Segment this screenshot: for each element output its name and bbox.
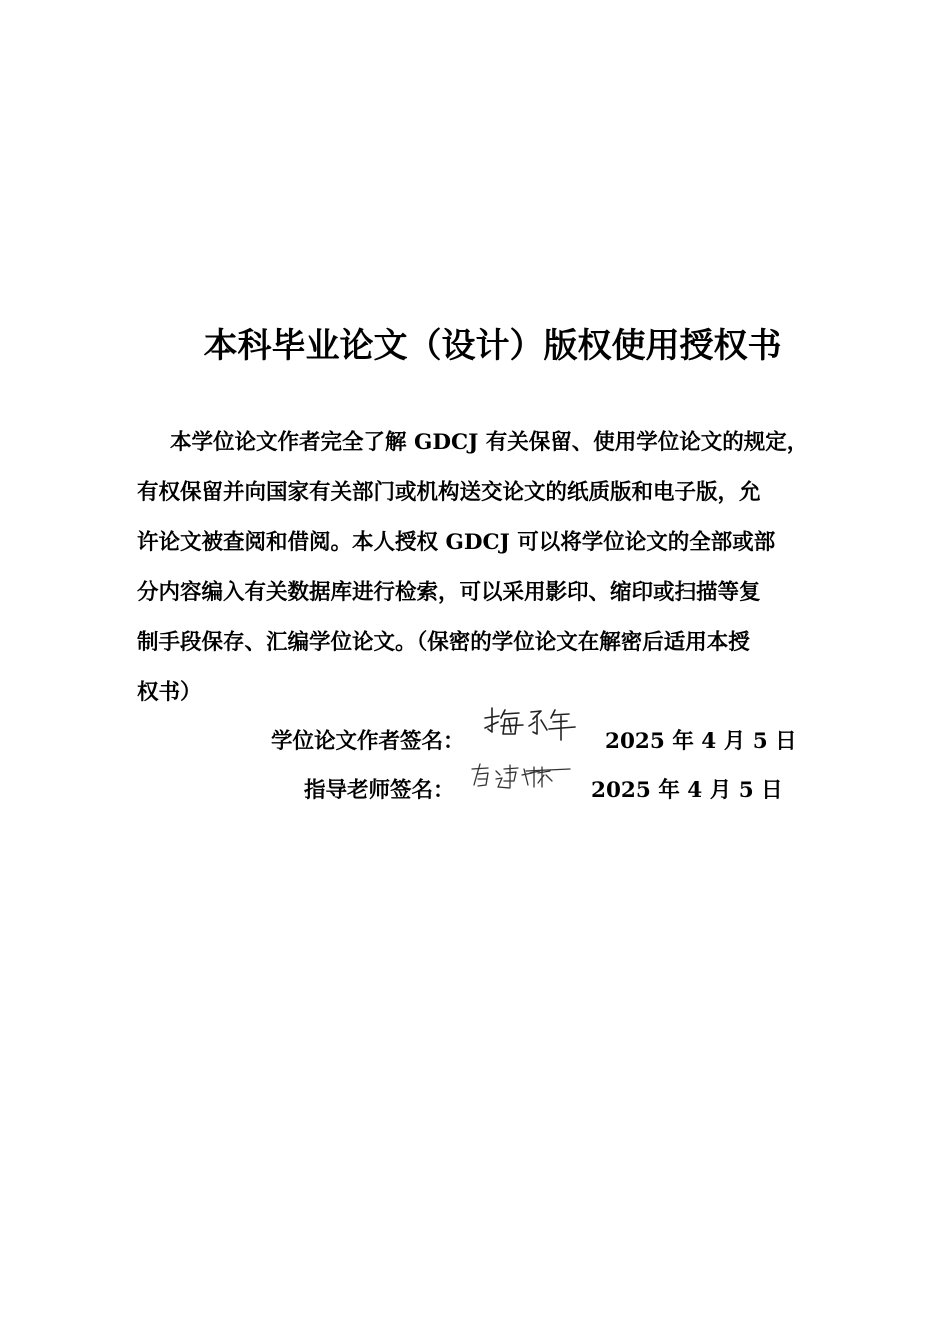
- paragraph-line: 分内容编入有关数据库进行检索，可以采用影印、缩印或扫描等复: [137, 580, 761, 605]
- paragraph-line: 制手段保存、汇编学位论文。（保密的学位论文在解密后适用本授: [137, 630, 750, 655]
- advisor-handwritten-signature: [466, 761, 576, 795]
- paragraph-line: 权书）: [137, 680, 202, 705]
- document-title: 本科毕业论文（设计）版权使用授权书: [203, 326, 782, 366]
- advisor-signature-label: 指导老师签名：: [304, 778, 455, 803]
- author-signature-label: 学位论文作者签名：: [271, 729, 465, 754]
- authorization-paragraph: [137, 418, 842, 718]
- paragraph-line: 有权保留并向国家有关部门或机构送交论文的纸质版和电子版，允: [137, 480, 761, 505]
- paragraph-line: 本学位论文作者完全了解 GDCJ 有关保留、使用学位论文的规定，: [170, 430, 809, 455]
- advisor-signature-date: 2025 年 4 月 5 日: [591, 778, 783, 803]
- author-signature-date: 2025 年 4 月 5 日: [605, 729, 797, 754]
- author-handwritten-signature: [481, 704, 581, 748]
- paragraph-line: 许论文被查阅和借阅。本人授权 GDCJ 可以将学位论文的全部或部: [137, 530, 776, 555]
